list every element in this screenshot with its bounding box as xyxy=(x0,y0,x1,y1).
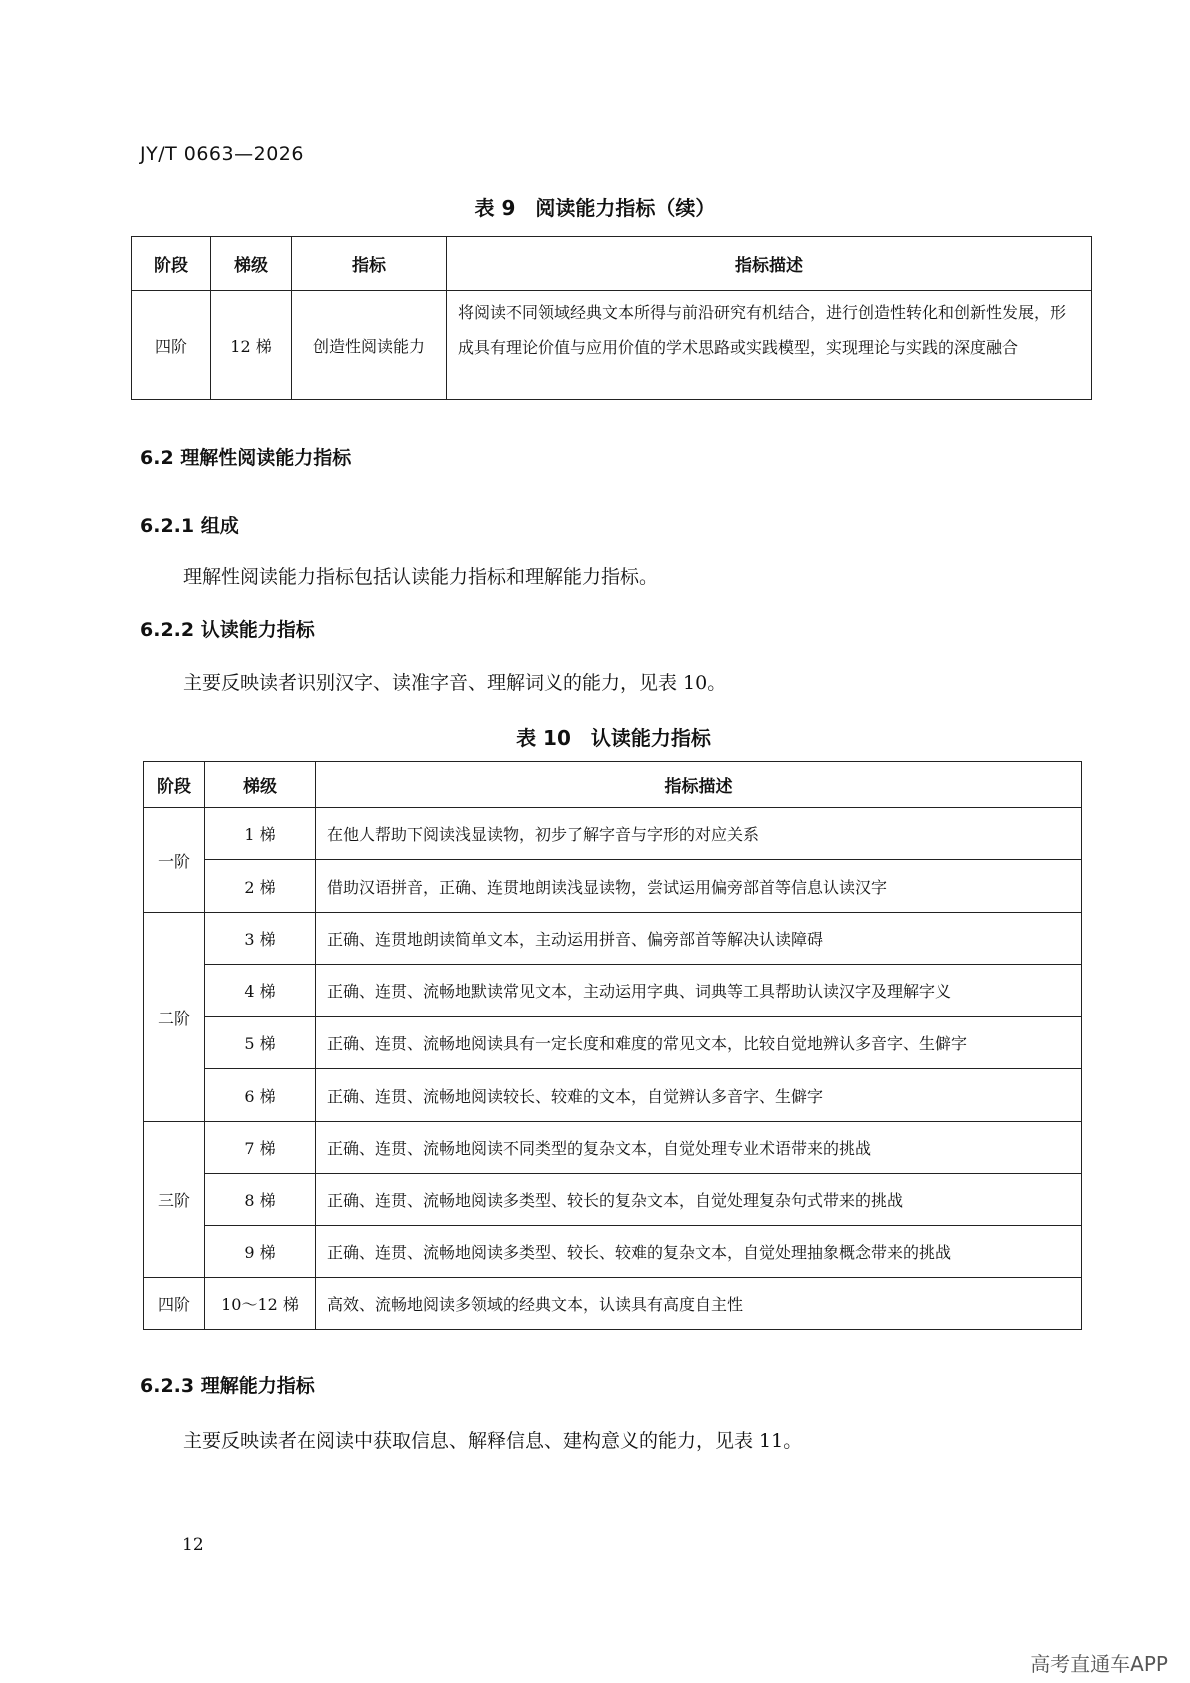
table-row xyxy=(132,291,1092,400)
table10-level: 3 梯 xyxy=(205,913,316,965)
section-6-2-title: 6.2 理解性阅读能力指标 xyxy=(140,447,352,469)
table9-header-level: 梯级 xyxy=(211,237,292,291)
table10-level: 2 梯 xyxy=(205,860,316,913)
table10-description: 在他人帮助下阅读浅显读物，初步了解字音与字形的对应关系 xyxy=(316,808,1082,860)
table10-level: 7 梯 xyxy=(205,1122,316,1174)
table9-header-indicator: 指标 xyxy=(292,237,447,291)
table10-level: 5 梯 xyxy=(205,1017,316,1069)
table10-description: 正确、连贯、流畅地阅读多类型、较长的复杂文本，自觉处理复杂句式带来的挑战 xyxy=(316,1174,1082,1226)
table10-description: 正确、连贯、流畅地默读常见文本，主动运用字典、词典等工具帮助认读汉字及理解字义 xyxy=(316,965,1082,1017)
table10-level: 1 梯 xyxy=(205,808,316,860)
section-6-2-2-text: 主要反映读者识别汉字、读准字音、理解词义的能力，见表 10。 xyxy=(183,672,727,694)
table9-description: 将阅读不同领域经典文本所得与前沿研究有机结合，进行创造性转化和创新性发展，形成具有理论价值与应用价值的学术思路或实践模型，实现理论与实践的深度融合 xyxy=(447,291,1092,400)
table-row xyxy=(144,1122,1082,1174)
table10-description: 借助汉语拼音，正确、连贯地朗读浅显读物，尝试运用偏旁部首等信息认读汉字 xyxy=(316,860,1082,913)
table10-level: 4 梯 xyxy=(205,965,316,1017)
table10-level: 6 梯 xyxy=(205,1069,316,1122)
table10-header-level: 梯级 xyxy=(205,762,316,808)
table-row xyxy=(144,965,1082,1017)
document-code: JY/T 0663—2026 xyxy=(140,143,304,165)
table9-stage: 四阶 xyxy=(132,291,211,400)
table-row xyxy=(144,1278,1082,1330)
table10 xyxy=(143,761,1082,1330)
section-6-2-3-title: 6.2.3 理解能力指标 xyxy=(140,1375,315,1397)
table10-description: 高效、流畅地阅读多领域的经典文本，认读具有高度自主性 xyxy=(316,1278,1082,1330)
table10-stage-4: 四阶 xyxy=(144,1278,205,1330)
table10-level: 9 梯 xyxy=(205,1226,316,1278)
table9-header-stage: 阶段 xyxy=(132,237,211,291)
table-row xyxy=(144,860,1082,913)
table9-caption: 表 9 阅读能力指标（续） xyxy=(474,196,716,220)
table9-header-description: 指标描述 xyxy=(447,237,1092,291)
table9-level: 12 梯 xyxy=(211,291,292,400)
table10-stage-1: 一阶 xyxy=(144,808,205,913)
table10-header-stage: 阶段 xyxy=(144,762,205,808)
table10-description: 正确、连贯、流畅地阅读不同类型的复杂文本，自觉处理专业术语带来的挑战 xyxy=(316,1122,1082,1174)
table10-stage-2: 二阶 xyxy=(144,913,205,1122)
table-row xyxy=(144,1069,1082,1122)
table9-indicator: 创造性阅读能力 xyxy=(292,291,447,400)
table-row xyxy=(144,1226,1082,1278)
section-6-2-1-title: 6.2.1 组成 xyxy=(140,515,239,537)
table-row xyxy=(144,1174,1082,1226)
table-row xyxy=(144,808,1082,860)
table10-level: 8 梯 xyxy=(205,1174,316,1226)
table10-description: 正确、连贯地朗读简单文本，主动运用拼音、偏旁部首等解决认读障碍 xyxy=(316,913,1082,965)
table9 xyxy=(131,236,1092,400)
section-6-2-3-text: 主要反映读者在阅读中获取信息、解释信息、建构意义的能力，见表 11。 xyxy=(183,1430,803,1452)
table10-caption: 表 10 认读能力指标 xyxy=(516,726,711,750)
section-6-2-2-title: 6.2.2 认读能力指标 xyxy=(140,619,315,641)
page-number: 12 xyxy=(182,1535,204,1555)
table10-description: 正确、连贯、流畅地阅读较长、较难的文本，自觉辨认多音字、生僻字 xyxy=(316,1069,1082,1122)
table10-description: 正确、连贯、流畅地阅读具有一定长度和难度的常见文本，比较自觉地辨认多音字、生僻字 xyxy=(316,1017,1082,1069)
table-row xyxy=(144,1017,1082,1069)
section-6-2-1-text: 理解性阅读能力指标包括认读能力指标和理解能力指标。 xyxy=(183,566,659,588)
table-row xyxy=(144,913,1082,965)
table10-description: 正确、连贯、流畅地阅读多类型、较长、较难的复杂文本，自觉处理抽象概念带来的挑战 xyxy=(316,1226,1082,1278)
watermark: 高考直通车APP xyxy=(1030,1652,1168,1676)
table10-header-description: 指标描述 xyxy=(316,762,1082,808)
table10-level: 10～12 梯 xyxy=(205,1278,316,1330)
table10-stage-3: 三阶 xyxy=(144,1122,205,1278)
